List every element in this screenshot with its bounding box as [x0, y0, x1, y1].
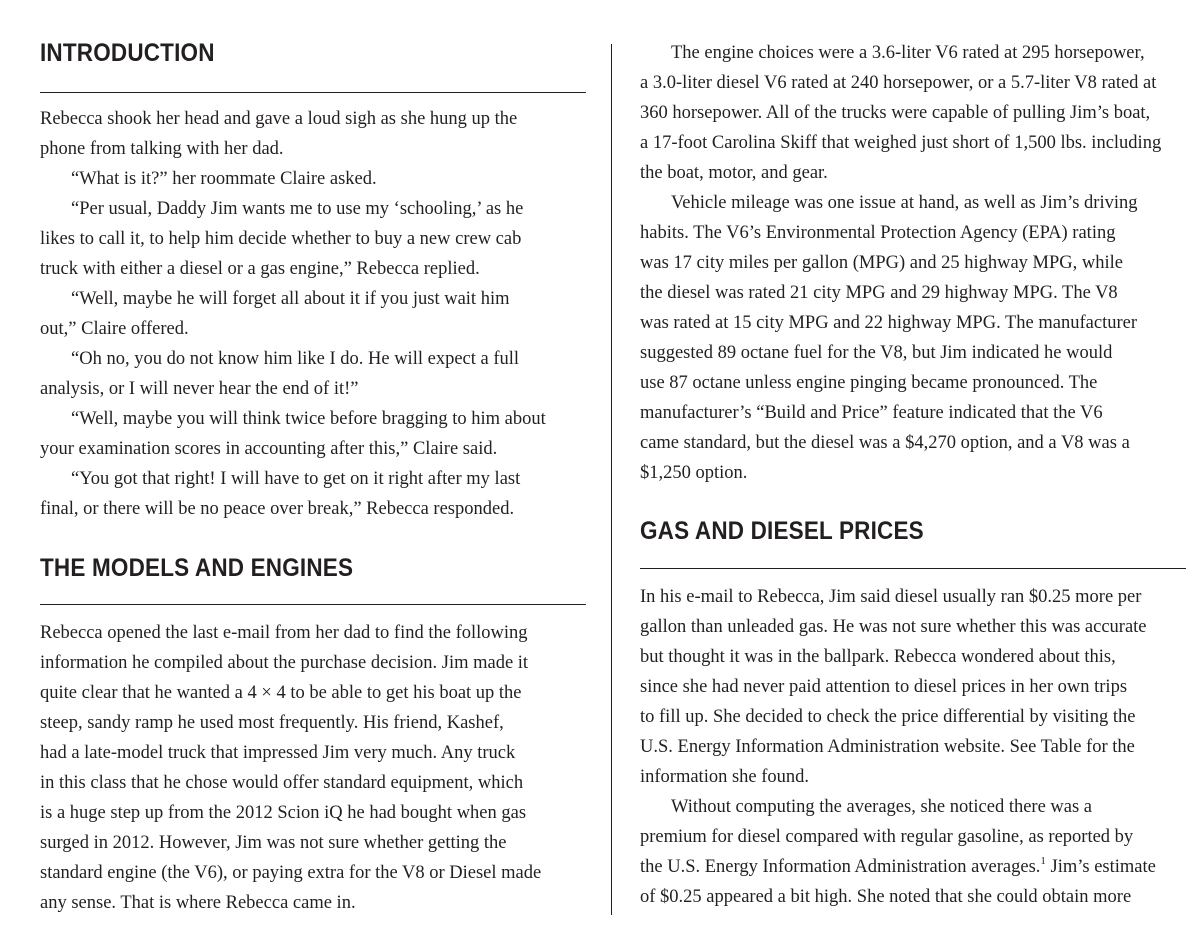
averages-line: Without computing the averages, she noticed there was a: [671, 797, 1093, 817]
intro-line: final, or there will be no peace over break,” Rebecca responded.: [40, 499, 515, 519]
intro-heading: INTRODUCTION: [40, 39, 215, 67]
prices-heading: GAS AND DIESEL PRICES: [640, 517, 924, 545]
intro-line: likes to call it, to help him decide whether to buy a new crew cab: [40, 229, 522, 249]
models-line: any sense. That is where Rebecca came in.: [40, 893, 356, 913]
models-line: in this class that he chose would offer standard equipment, which: [40, 773, 524, 793]
mileage-line: was 17 city miles per gallon (MPG) and 25 highway MPG, while: [640, 253, 1123, 273]
intro-line: phone from talking with her dad.: [40, 139, 284, 159]
prices-line: gallon than unleaded gas. He was not sure whether this was accurate: [640, 617, 1147, 637]
models-line: surged in 2012. However, Jim was not sure whether getting the: [40, 833, 507, 853]
mileage-line: manufacturer’s “Build and Price” feature indicated that the V6: [640, 403, 1103, 423]
column-divider: [611, 44, 612, 915]
mileage-line: habits. The V6’s Environmental Protection Agency (EPA) rating: [640, 223, 1116, 243]
prices-line: In his e-mail to Rebecca, Jim said diesel usually ran $0.25 more per: [640, 587, 1142, 607]
footnote-marker[interactable]: 1: [1040, 855, 1046, 867]
engine-line: a 3.0-liter diesel V6 rated at 240 horsepower, or a 5.7-liter V8 rated at: [640, 73, 1157, 93]
mileage-line: came standard, but the diesel was a $4,270 option, and a V8 was a: [640, 433, 1130, 453]
models-rule: [40, 604, 586, 605]
prices-line: to fill up. She decided to check the price differential by visiting the: [640, 707, 1136, 727]
mileage-line: use 87 octane unless engine pinging became pronounced. The: [640, 373, 1098, 393]
averages-line-text: the U.S. Energy Information Administration averages.: [640, 857, 1041, 877]
averages-line-head: of $0.25: [640, 887, 707, 907]
intro-line: “Oh no, you do not know him like I do. He will expect a full: [71, 349, 520, 369]
prices-line: U.S. Energy Information Administration website. See Table for the: [640, 737, 1135, 757]
models-line: had a late-model truck that impressed Jim very much. Any truck: [40, 743, 516, 763]
mileage-line: Vehicle mileage was one issue at hand, as well as Jim’s driving: [671, 193, 1138, 213]
engine-line: the boat, motor, and gear.: [640, 163, 828, 183]
intro-line: “Well, maybe you will think twice before bragging to him about: [71, 409, 546, 429]
intro-line: analysis, or I will never hear the end of it!”: [40, 379, 359, 399]
intro-line: “Per usual, Daddy Jim wants me to use my ‘schooling,’ as he: [71, 199, 524, 219]
models-heading: THE MODELS AND ENGINES: [40, 554, 354, 582]
averages-line-tail: Jim’s estimate: [1045, 857, 1156, 877]
averages-line: [640, 882, 1156, 912]
intro-line: “What is it?” her roommate Claire asked.: [71, 169, 377, 189]
intro-line: Rebecca shook her head and gave a loud sigh as she hung up the: [40, 109, 518, 129]
engine-line: The engine choices were a 3.6-liter V6 rated at 295 horsepower,: [671, 43, 1145, 63]
averages-line: [640, 852, 1156, 882]
models-body: [40, 618, 541, 918]
mileage-line: suggested 89 octane fuel for the V8, but Jim indicated he would: [640, 343, 1113, 363]
intro-line: truck with either a diesel or a gas engine,” Rebecca replied.: [40, 259, 480, 279]
models-line: information he compiled about the purchase decision. Jim made it: [40, 653, 529, 673]
models-line: steep, sandy ramp he used most frequently. His friend, Kashef,: [40, 713, 504, 733]
models-line: Rebecca opened the last e-mail from her dad to find the following: [40, 623, 528, 643]
mileage-line: $1,250 option.: [640, 463, 748, 483]
prices-section: [640, 516, 955, 546]
prices-body: [640, 582, 1156, 912]
prices-line: since she had never paid attention to diesel prices in her own trips: [640, 677, 1128, 697]
models-line: quite clear that he wanted a 4 × 4 to be able to get his boat up the: [40, 683, 522, 703]
prices-rule: [640, 568, 1186, 569]
intro-line: “You got that right! I will have to get on it right after my last: [71, 469, 521, 489]
engine-body: [640, 38, 1161, 488]
mileage-line: was rated at 15 city MPG and 22 highway MPG. The manufacturer: [640, 313, 1137, 333]
models-line: standard engine (the V6), or paying extra for the V8 or Diesel made: [40, 863, 542, 883]
intro-rule: [40, 92, 586, 93]
mileage-line: the diesel was rated 21 city MPG and 29 highway MPG. The V8: [640, 283, 1118, 303]
intro-body: [40, 104, 546, 524]
averages-line-text: appeared a bit high. She noted that she could obtain more: [706, 887, 1132, 907]
intro-section: [40, 38, 234, 68]
intro-line: “Well, maybe he will forget all about it if you just wait him: [71, 289, 510, 309]
intro-line: your examination scores in accounting after this,” Claire said.: [40, 439, 498, 459]
engine-line: 360 horsepower. All of the trucks were capable of pulling Jim’s boat,: [640, 103, 1151, 123]
averages-line: premium for diesel compared with regular gasoline, as reported by: [640, 827, 1134, 847]
models-section: [40, 553, 388, 583]
models-line: is a huge step up from the 2012 Scion iQ he had bought when gas: [40, 803, 527, 823]
engine-line: a 17-foot Carolina Skiff that weighed just short of 1,500 lbs. including: [640, 133, 1162, 153]
intro-line: out,” Claire offered.: [40, 319, 189, 339]
prices-line: but thought it was in the ballpark. Rebecca wondered about this,: [640, 647, 1116, 667]
prices-line: information she found.: [640, 767, 810, 787]
